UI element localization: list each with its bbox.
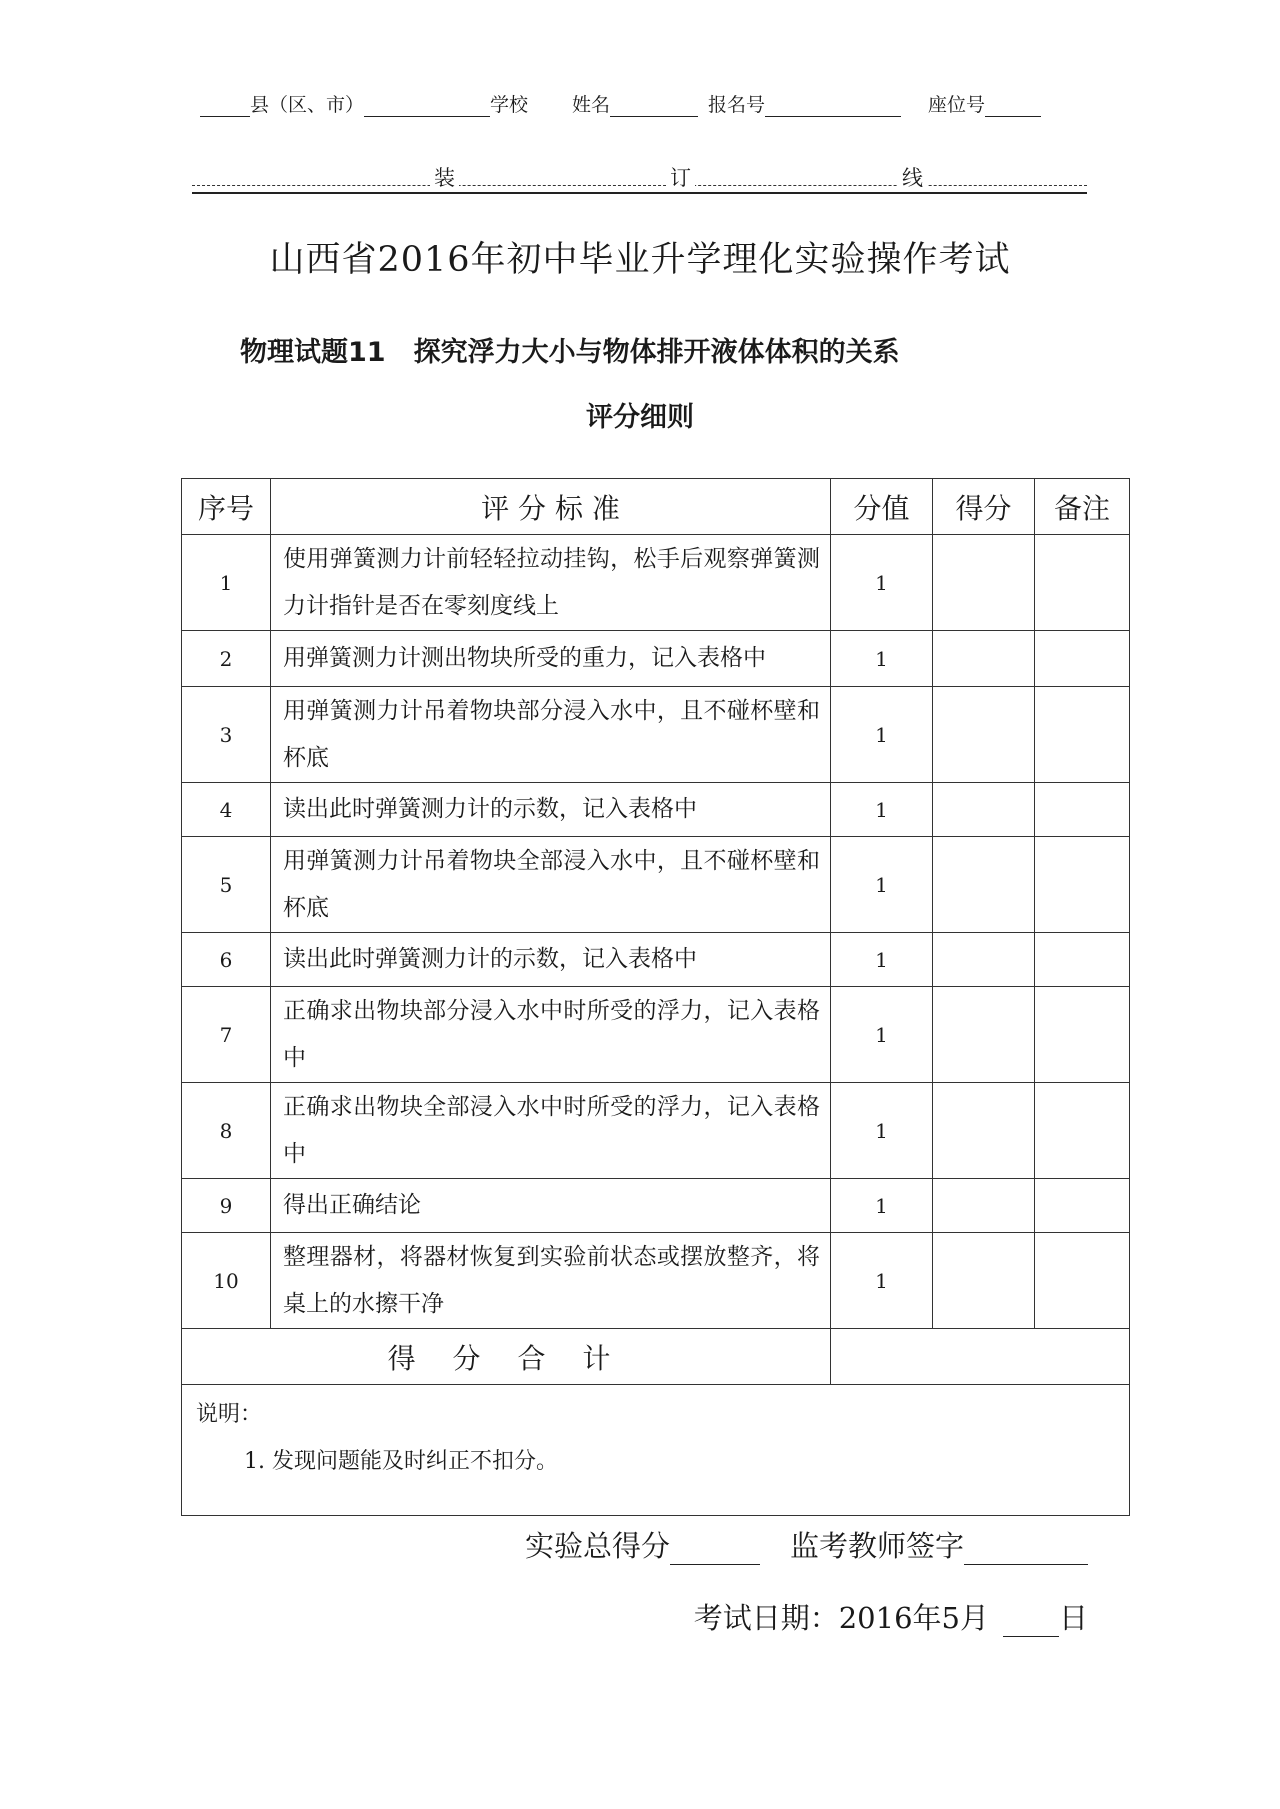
binding-char-zhuang: 装 <box>430 162 459 192</box>
row-no: 8 <box>182 1083 271 1179</box>
binding-char-xian: 线 <box>898 162 927 192</box>
exam-date-line <box>694 1596 1088 1637</box>
row-no: 5 <box>182 837 271 933</box>
row-score-cell[interactable] <box>933 535 1035 631</box>
date-day-blank[interactable] <box>1003 1610 1059 1637</box>
table-row <box>182 535 1130 631</box>
row-score-cell[interactable] <box>933 987 1035 1083</box>
row-value: 1 <box>831 687 933 783</box>
county-blank[interactable] <box>200 96 250 117</box>
row-value: 1 <box>831 987 933 1083</box>
table-row <box>182 687 1130 783</box>
table-row <box>182 933 1130 987</box>
candidate-info-line <box>200 90 1080 120</box>
county-field <box>200 90 528 117</box>
table-row <box>182 987 1130 1083</box>
row-remarks-cell[interactable] <box>1035 631 1130 687</box>
row-criterion: 用弹簧测力计测出物块所受的重力，记入表格中 <box>271 631 831 687</box>
header-value: 分值 <box>831 479 933 535</box>
seat-blank[interactable] <box>985 96 1041 117</box>
name-field <box>572 90 698 117</box>
row-criterion: 正确求出物块部分浸入水中时所受的浮力，记入表格中 <box>271 987 831 1083</box>
header-remarks: 备注 <box>1035 479 1130 535</box>
row-no: 1 <box>182 535 271 631</box>
row-criterion: 用弹簧测力计吊着物块全部浸入水中，且不碰杯壁和杯底 <box>271 837 831 933</box>
row-criterion: 读出此时弹簧测力计的示数，记入表格中 <box>271 933 831 987</box>
row-criterion: 读出此时弹簧测力计的示数，记入表格中 <box>271 783 831 837</box>
notes-title: 说明： <box>196 1402 263 1427</box>
total-score-cell[interactable] <box>831 1329 1130 1385</box>
name-blank[interactable] <box>610 96 698 117</box>
binding-dashed-rule <box>192 185 1087 186</box>
note-item: 1. 发现问题能及时纠正不扣分。 <box>244 1449 558 1474</box>
name-label: 姓名 <box>572 94 611 116</box>
reg-label: 报名号 <box>708 94 766 116</box>
row-no: 3 <box>182 687 271 783</box>
row-criterion: 使用弹簧测力计前轻轻拉动挂钩，松手后观察弹簧测力计指针是否在零刻度线上 <box>271 535 831 631</box>
row-remarks-cell[interactable] <box>1035 687 1130 783</box>
header-no: 序号 <box>182 479 271 535</box>
reg-field <box>708 90 901 117</box>
row-remarks-cell[interactable] <box>1035 535 1130 631</box>
seat-label: 座位号 <box>928 94 986 116</box>
table-row <box>182 783 1130 837</box>
binding-solid-rule <box>192 192 1087 194</box>
question-topic: 探究浮力大小与物体排开液体体积的关系 <box>413 337 900 368</box>
exam-title: 山西省2016年初中毕业升学理化实验操作考试 <box>269 240 1011 280</box>
total-label: 得 分 合 计 <box>182 1329 831 1385</box>
row-criterion: 正确求出物块全部浸入水中时所受的浮力，记入表格中 <box>271 1083 831 1179</box>
row-value: 1 <box>831 1179 933 1233</box>
table-header-row <box>182 479 1130 535</box>
table-row <box>182 837 1130 933</box>
row-score-cell[interactable] <box>933 783 1035 837</box>
table-row <box>182 1179 1130 1233</box>
row-no: 9 <box>182 1179 271 1233</box>
table-row <box>182 1233 1130 1329</box>
row-value: 1 <box>831 631 933 687</box>
binding-char-ding: 订 <box>666 162 695 192</box>
school-blank[interactable] <box>364 96 490 117</box>
row-score-cell[interactable] <box>933 687 1035 783</box>
school-label: 学校 <box>490 94 529 116</box>
binding-line <box>192 160 1087 194</box>
row-remarks-cell[interactable] <box>1035 1179 1130 1233</box>
row-score-cell[interactable] <box>933 1233 1035 1329</box>
row-remarks-cell[interactable] <box>1035 837 1130 933</box>
table-row <box>182 631 1130 687</box>
row-value: 1 <box>831 783 933 837</box>
row-remarks-cell[interactable] <box>1035 783 1130 837</box>
table-row <box>182 1083 1130 1179</box>
row-score-cell[interactable] <box>933 933 1035 987</box>
header-score: 得分 <box>933 479 1035 535</box>
row-remarks-cell[interactable] <box>1035 1083 1130 1179</box>
notes-row <box>182 1385 1130 1516</box>
footer-signature-line <box>525 1524 1088 1565</box>
row-no: 7 <box>182 987 271 1083</box>
header-criterion: 评 分 标 准 <box>271 479 831 535</box>
row-value: 1 <box>831 837 933 933</box>
row-no: 4 <box>182 783 271 837</box>
row-value: 1 <box>831 933 933 987</box>
date-prefix: 考试日期：2016年5月 <box>693 1601 989 1635</box>
row-criterion: 整理器材，将器材恢复到实验前状态或摆放整齐，将桌上的水擦干净 <box>271 1233 831 1329</box>
row-criterion: 得出正确结论 <box>271 1179 831 1233</box>
total-score-blank[interactable] <box>670 1538 760 1565</box>
question-code: 物理试题11 <box>240 337 386 368</box>
county-label: 县（区、市） <box>250 94 365 116</box>
exam-subtitle <box>240 330 900 369</box>
row-no: 6 <box>182 933 271 987</box>
seat-field <box>928 90 1041 117</box>
row-value: 1 <box>831 1233 933 1329</box>
row-remarks-cell[interactable] <box>1035 987 1130 1083</box>
teacher-sign-label: 监考教师签字 <box>789 1529 964 1563</box>
section-title: 评分细则 <box>586 402 694 433</box>
date-suffix: 日 <box>1058 1601 1088 1635</box>
row-no: 2 <box>182 631 271 687</box>
notes-cell <box>182 1385 1130 1516</box>
row-value: 1 <box>831 1083 933 1179</box>
row-score-cell[interactable] <box>933 631 1035 687</box>
row-remarks-cell[interactable] <box>1035 1233 1130 1329</box>
row-no: 10 <box>182 1233 271 1329</box>
row-remarks-cell[interactable] <box>1035 933 1130 987</box>
total-row <box>182 1329 1130 1385</box>
row-value: 1 <box>831 535 933 631</box>
teacher-sign-blank[interactable] <box>964 1538 1088 1565</box>
scoring-table <box>181 478 1130 1516</box>
row-criterion: 用弹簧测力计吊着物块部分浸入水中，且不碰杯壁和杯底 <box>271 687 831 783</box>
total-score-label: 实验总得分 <box>524 1529 670 1563</box>
row-score-cell[interactable] <box>933 837 1035 933</box>
reg-blank[interactable] <box>765 96 901 117</box>
row-score-cell[interactable] <box>933 1083 1035 1179</box>
row-score-cell[interactable] <box>933 1179 1035 1233</box>
